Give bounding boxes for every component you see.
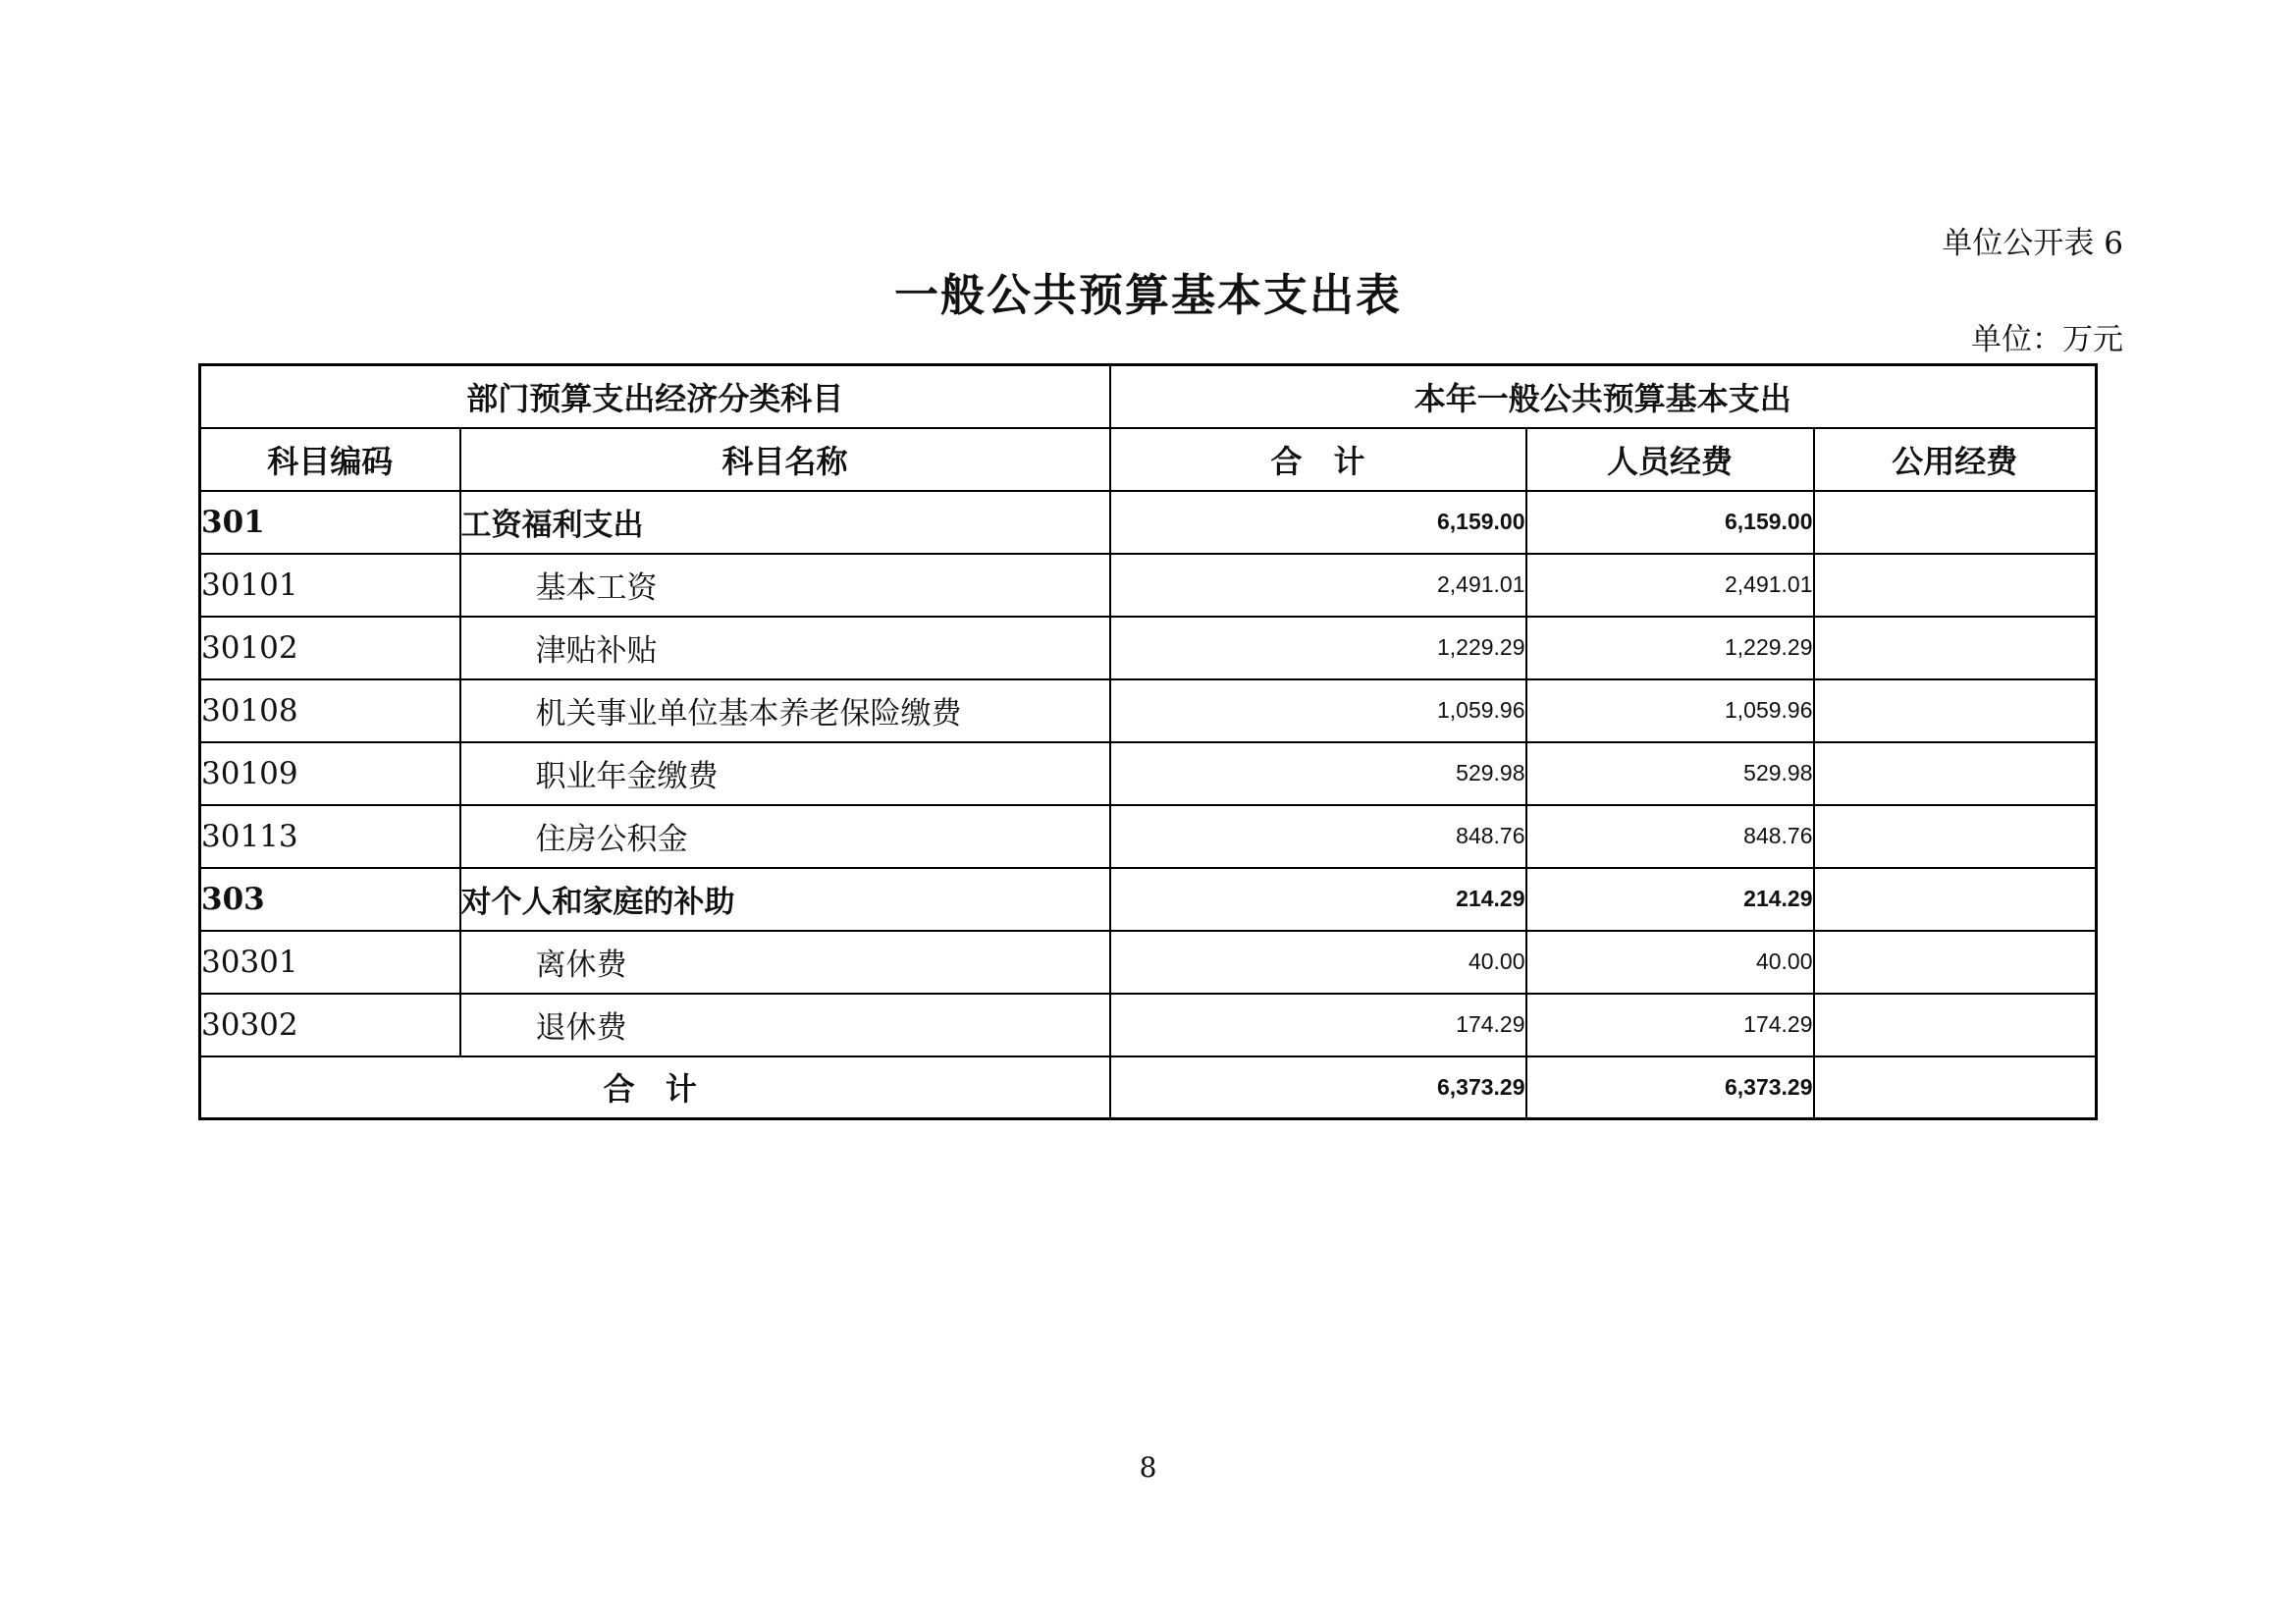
cell-personnel: 2,491.01 [1526, 554, 1814, 617]
form-number: 单位公开表 6 [1942, 226, 2123, 261]
cell-total: 174.29 [1110, 994, 1526, 1056]
table-row-total [200, 1056, 2097, 1119]
table-row [200, 554, 2097, 617]
cell-public [1814, 742, 2097, 805]
page-title: 一般公共预算基本支出表 [893, 269, 1402, 321]
cell-public [1814, 491, 2097, 554]
cell-public [1814, 805, 2097, 868]
cell-public [1814, 679, 2097, 742]
cell-code: 301 [200, 491, 460, 554]
table-row [200, 805, 2097, 868]
cell-personnel: 40.00 [1526, 931, 1814, 994]
cell-code: 30113 [200, 805, 460, 868]
table-row [200, 994, 2097, 1056]
column-header-total: 合 计 [1110, 428, 1526, 491]
column-header-public: 公用经费 [1814, 428, 2097, 491]
cell-personnel: 529.98 [1526, 742, 1814, 805]
cell-personnel: 6,159.00 [1526, 491, 1814, 554]
cell-name: 机关事业单位基本养老保险缴费 [460, 679, 1110, 742]
total-label: 合 计 [200, 1056, 1110, 1119]
table-row-category [200, 491, 2097, 554]
table-row [200, 617, 2097, 679]
column-header-name: 科目名称 [460, 428, 1110, 491]
cell-code: 30301 [200, 931, 460, 994]
cell-name: 住房公积金 [460, 805, 1110, 868]
cell-total: 1,059.96 [1110, 679, 1526, 742]
table-row [200, 742, 2097, 805]
group-header-basic-expenditure: 本年一般公共预算基本支出 [1110, 365, 2097, 428]
column-header-code: 科目编码 [200, 428, 460, 491]
cell-name: 离休费 [460, 931, 1110, 994]
cell-name: 职业年金缴费 [460, 742, 1110, 805]
cell-name: 津贴补贴 [460, 617, 1110, 679]
cell-code: 30108 [200, 679, 460, 742]
cell-name: 工资福利支出 [460, 491, 1110, 554]
column-header-row [200, 428, 2097, 491]
cell-public [1814, 931, 2097, 994]
cell-total: 214.29 [1110, 868, 1526, 931]
cell-personnel: 174.29 [1526, 994, 1814, 1056]
cell-name: 退休费 [460, 994, 1110, 1056]
cell-personnel: 1,059.96 [1526, 679, 1814, 742]
cell-code: 30101 [200, 554, 460, 617]
group-header-row [200, 365, 2097, 428]
cell-public [1814, 1056, 2097, 1119]
cell-public [1814, 994, 2097, 1056]
table-row [200, 679, 2097, 742]
cell-code: 303 [200, 868, 460, 931]
cell-name: 对个人和家庭的补助 [460, 868, 1110, 931]
table-row-category [200, 868, 2097, 931]
cell-total: 1,229.29 [1110, 617, 1526, 679]
cell-public [1814, 554, 2097, 617]
cell-total: 848.76 [1110, 805, 1526, 868]
budget-table [198, 363, 2098, 1120]
cell-personnel: 1,229.29 [1526, 617, 1814, 679]
cell-total: 40.00 [1110, 931, 1526, 994]
cell-code: 30109 [200, 742, 460, 805]
cell-name: 基本工资 [460, 554, 1110, 617]
cell-code: 30102 [200, 617, 460, 679]
cell-total: 529.98 [1110, 742, 1526, 805]
cell-total: 6,159.00 [1110, 491, 1526, 554]
cell-public [1814, 868, 2097, 931]
column-header-personnel: 人员经费 [1526, 428, 1814, 491]
cell-total: 6,373.29 [1110, 1056, 1526, 1119]
page-number: 8 [1139, 1451, 1157, 1484]
cell-personnel: 6,373.29 [1526, 1056, 1814, 1119]
cell-code: 30302 [200, 994, 460, 1056]
cell-public [1814, 617, 2097, 679]
table-row [200, 931, 2097, 994]
unit-note: 单位：万元 [1971, 322, 2123, 357]
cell-personnel: 848.76 [1526, 805, 1814, 868]
cell-total: 2,491.01 [1110, 554, 1526, 617]
cell-personnel: 214.29 [1526, 868, 1814, 931]
group-header-economic-classification: 部门预算支出经济分类科目 [200, 365, 1110, 428]
